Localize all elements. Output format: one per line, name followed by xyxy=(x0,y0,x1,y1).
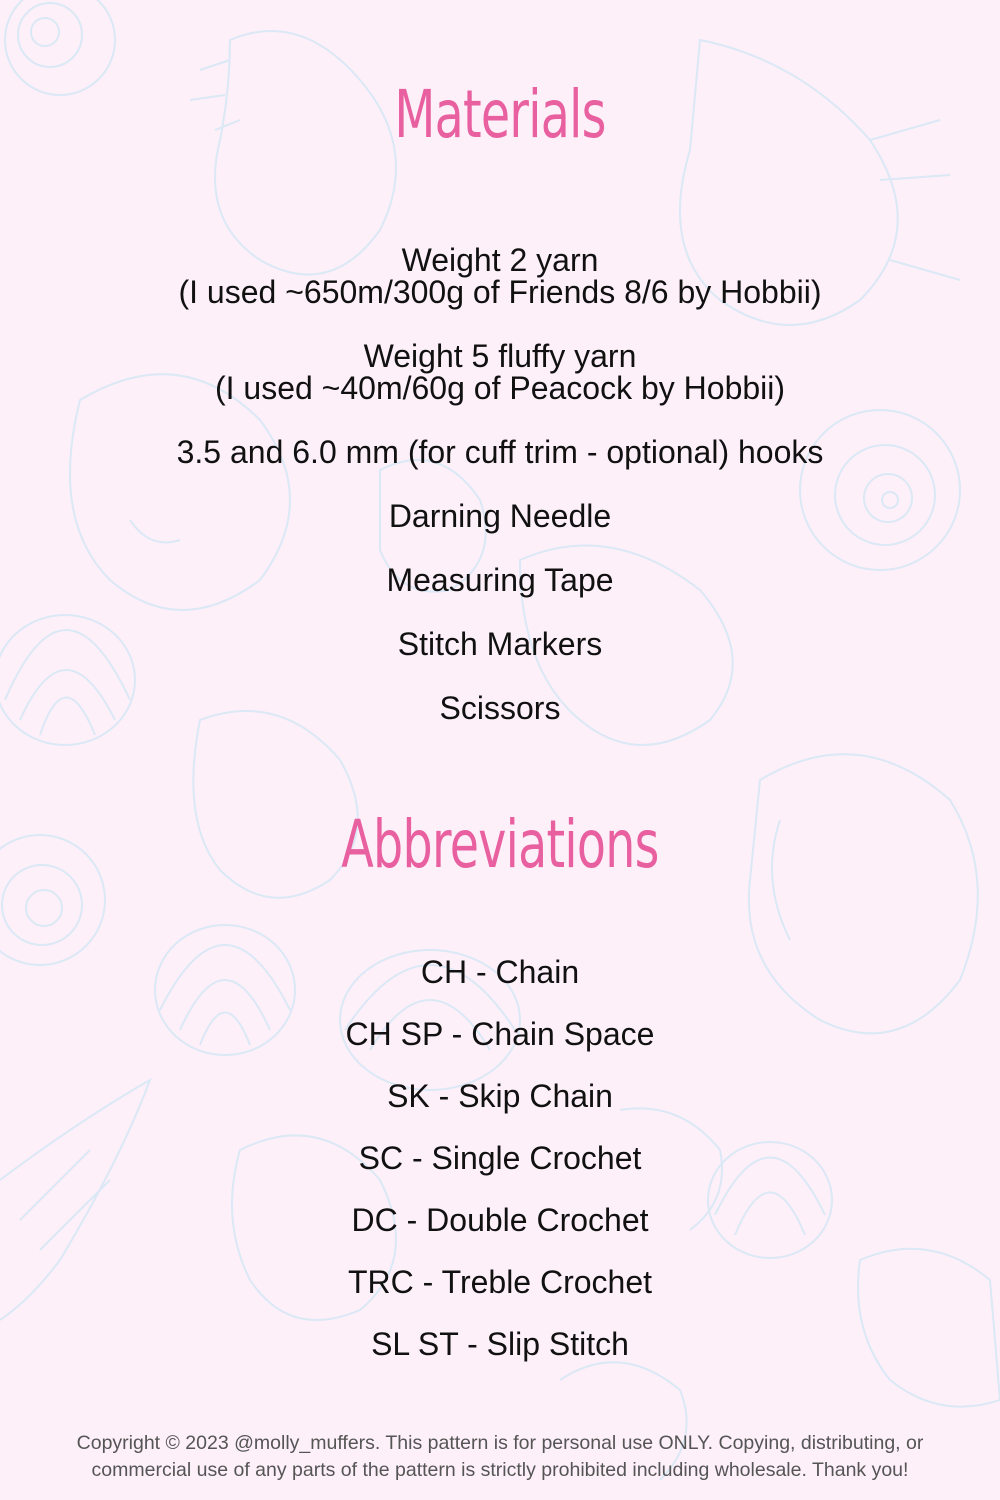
abbreviation-item-trc: TRC - Treble Crochet xyxy=(347,1264,653,1300)
materials-heading: Materials xyxy=(394,76,606,153)
material-item-title: Weight 5 fluffy yarn xyxy=(363,338,637,374)
copyright-line-2: commercial use of any parts of the pattern is strictly prohibited including wholesale. Thank you! xyxy=(91,1459,909,1481)
material-item-measuring-tape: Measuring Tape xyxy=(386,562,614,598)
material-item-darning-needle: Darning Needle xyxy=(388,498,612,534)
material-item-scissors: Scissors xyxy=(439,690,561,726)
abbreviation-item-dc: DC - Double Crochet xyxy=(351,1202,649,1238)
material-item-stitch-markers: Stitch Markers xyxy=(397,626,603,662)
material-item-hooks: 3.5 and 6.0 mm (for cuff trim - optional) hooks xyxy=(176,434,824,470)
abbreviation-item-sk: SK - Skip Chain xyxy=(387,1078,613,1114)
material-item-yarn-weight-5 xyxy=(0,340,1000,404)
copyright-line-1: Copyright © 2023 @molly_muffers. This pattern is for personal use ONLY. Copying, distributing, or xyxy=(76,1432,924,1454)
material-item-title: Weight 2 yarn xyxy=(401,242,599,278)
material-item-note: (I used ~40m/60g of Peacock by Hobbii) xyxy=(214,370,786,406)
copyright-footer xyxy=(30,1430,970,1484)
material-item-yarn-weight-2 xyxy=(0,244,1000,308)
abbreviation-item-sc: SC - Single Crochet xyxy=(358,1140,642,1176)
abbreviations-heading: Abbreviations xyxy=(341,806,659,883)
abbreviation-item-sl-st: SL ST - Slip Stitch xyxy=(371,1326,629,1362)
abbreviation-item-ch-sp: CH SP - Chain Space xyxy=(345,1016,655,1052)
material-item-note: (I used ~650m/300g of Friends 8/6 by Hobbii) xyxy=(178,274,822,310)
abbreviation-item-ch: CH - Chain xyxy=(420,954,580,990)
